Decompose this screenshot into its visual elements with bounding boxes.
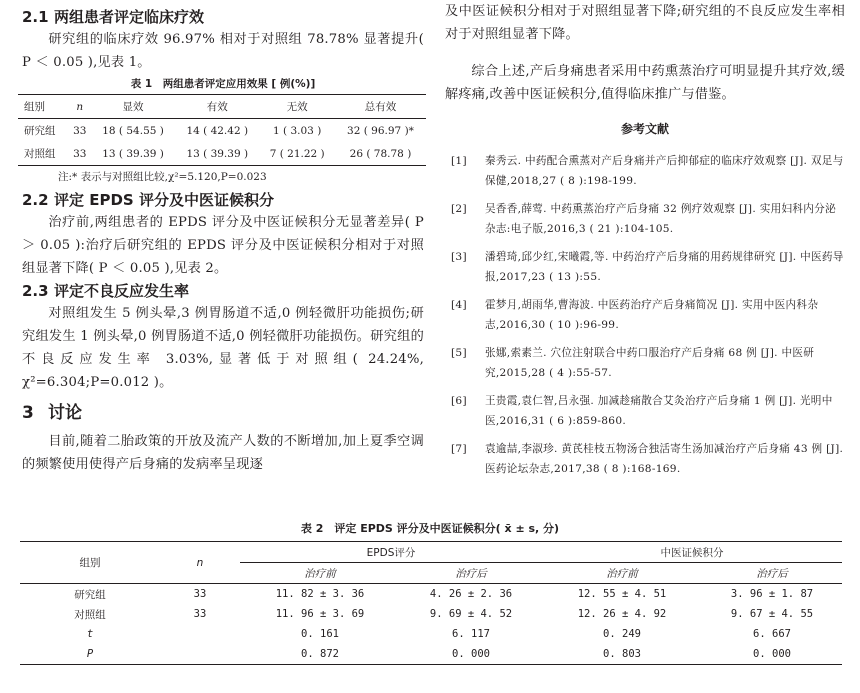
table-1 (18, 94, 426, 166)
table-row: 对照组 33 11. 96 ± 3. 69 9. 69 ± 4. 52 12. 26 ± 4. 92 9. 67 ± 4. 55 (74, 608, 814, 621)
table-2-group-header: 组别 (79, 557, 101, 569)
section-2-1-heading: 2.1 两组患者评定临床疗效 (22, 8, 205, 26)
table-2-n-header: n (196, 556, 204, 569)
section-2-3-heading: 2.3 评定不良反应发生率 (22, 282, 190, 300)
paragraph-efficacy: 研究组的临床疗效 96.97% 相对于对照组 78.78% 显著提升( P ＜ 0.05 ),见表 1。 (22, 32, 424, 70)
section-2-2-heading: 2.2 评定 EPDS 评分及中医证候积分 (22, 191, 274, 209)
table-1-note: 注:* 表示与对照组比较,χ²=5.120,P=0.023 (58, 171, 267, 183)
table-2-header-row (20, 542, 842, 563)
table-row: 对照组 33 13 ( 39.39 ) 13 ( 39.39 ) 7 ( 21.22 ) 26 ( 78.78 ) (18, 142, 426, 166)
paragraph-continued: 及中医证候积分相对于对照组显著下降;研究组的不良反应发生率相对于对照组显著下降。 (445, 4, 845, 42)
right-column (445, 0, 845, 487)
table-row: 研究组 33 11. 82 ± 3. 36 4. 26 ± 2. 36 12. 55 ± 4. 51 3. 96 ± 1. 87 (20, 584, 842, 605)
left-column (22, 6, 424, 476)
table-2-epds-header: EPDS评分 (366, 546, 416, 559)
table-1-header-row: 组别 n 显效 有效 无效 总有效 (18, 95, 426, 119)
reference-item: [7] 袁逾喆,李淑珍. 黄芪桂枝五物汤合独活寄生汤加减治疗产后身痛 43 例 [J]. 医药论坛杂志,2017,38 ( 8 ):168-169. (451, 443, 844, 475)
paragraph-discussion: 目前,随着二胎政策的开放及流产人数的不断增加,加上夏季空调的频繁使用使得产后身痛的发病率呈现逐 (22, 434, 424, 472)
table-1-caption: 表 1 两组患者评定应用效果 [ 例(%)] (130, 78, 316, 90)
reference-item: [6] 王贵霞,袁仁智,吕永强. 加减趁痛散合艾灸治疗产后身痛 1 例 [J]. 光明中医,2016,31 ( 6 ):859-860. (451, 395, 833, 427)
reference-item: [2] 吴香香,薛莺. 中药熏蒸治疗产后身痛 32 例疗效观察 [J]. 实用妇科内分泌杂志:电子版,2016,3 ( 21 ):104-105. (451, 203, 836, 235)
paragraph-summary: 综合上述,产后身痛患者采用中药熏蒸治疗可明显提升其疗效,缓解疼痛,改善中医证候积分,值得临床推广与借鉴。 (445, 64, 845, 102)
paragraph-adverse-reactions: 对照组发生 5 例头晕,3 例胃肠道不适,0 例轻微肝功能损伤;研究组发生 1 例头晕,0 例胃肠道不适,0 例轻微肝功能损伤。研究组的不良反应发生率 3.03%,显著低于对照组( 24.24%, χ²=6.304;P=0.012 )。 (22, 306, 424, 390)
references-list (445, 151, 845, 479)
section-3-heading: 3 讨论 (22, 403, 82, 423)
table-2 (20, 541, 842, 665)
table-row: P 0. 872 0. 000 0. 803 0. 000 (20, 644, 842, 665)
table-row: 研究组 33 18 ( 54.55 ) 14 ( 42.42 ) 1 ( 3.03 ) 32 ( 96.97 )* (24, 124, 414, 137)
reference-item: [3] 潘碧琦,邱少红,宋曦霞,等. 中药治疗产后身痛的用药规律研究 [J]. 中医药导报,2017,23 ( 13 ):55. (451, 251, 844, 283)
table-2-tcm-header: 中医证候积分 (660, 546, 724, 559)
reference-item: [5] 张娜,索素兰. 穴位注射联合中药口服治疗产后身痛 68 例 [J]. 中医研究,2015,28 ( 4 ):55-57. (451, 347, 815, 379)
table-2-subheader-row: 治疗前 治疗后 治疗前 治疗后 (20, 563, 842, 584)
table-row: t 0. 161 6. 117 0. 249 6. 667 (86, 628, 791, 640)
references-heading: 参考文献 (620, 122, 669, 136)
reference-item: [1] 秦秀云. 中药配合熏蒸对产后身痛并产后抑郁症的临床疗效观察 [J]. 双足与保健,2018,27 ( 8 ):198-199. (451, 155, 844, 187)
table-2-caption: 表 2 评定 EPDS 评分及中医证候积分( x̄ ± s, 分) (300, 522, 560, 535)
paragraph-epds: 治疗前,两组患者的 EPDS 评分及中医证候积分无显著差异( P ＞ 0.05 ):治疗后研究组的 EPDS 评分及中医证候积分相对于对照组显著下降( P ＜ 0.05 ),见表 2。 (22, 215, 424, 276)
reference-item: [4] 霍梦月,胡雨华,曹海波. 中医药治疗产后身痛简况 [J]. 实用中医内科杂志,2016,30 ( 10 ):96-99. (451, 299, 819, 331)
